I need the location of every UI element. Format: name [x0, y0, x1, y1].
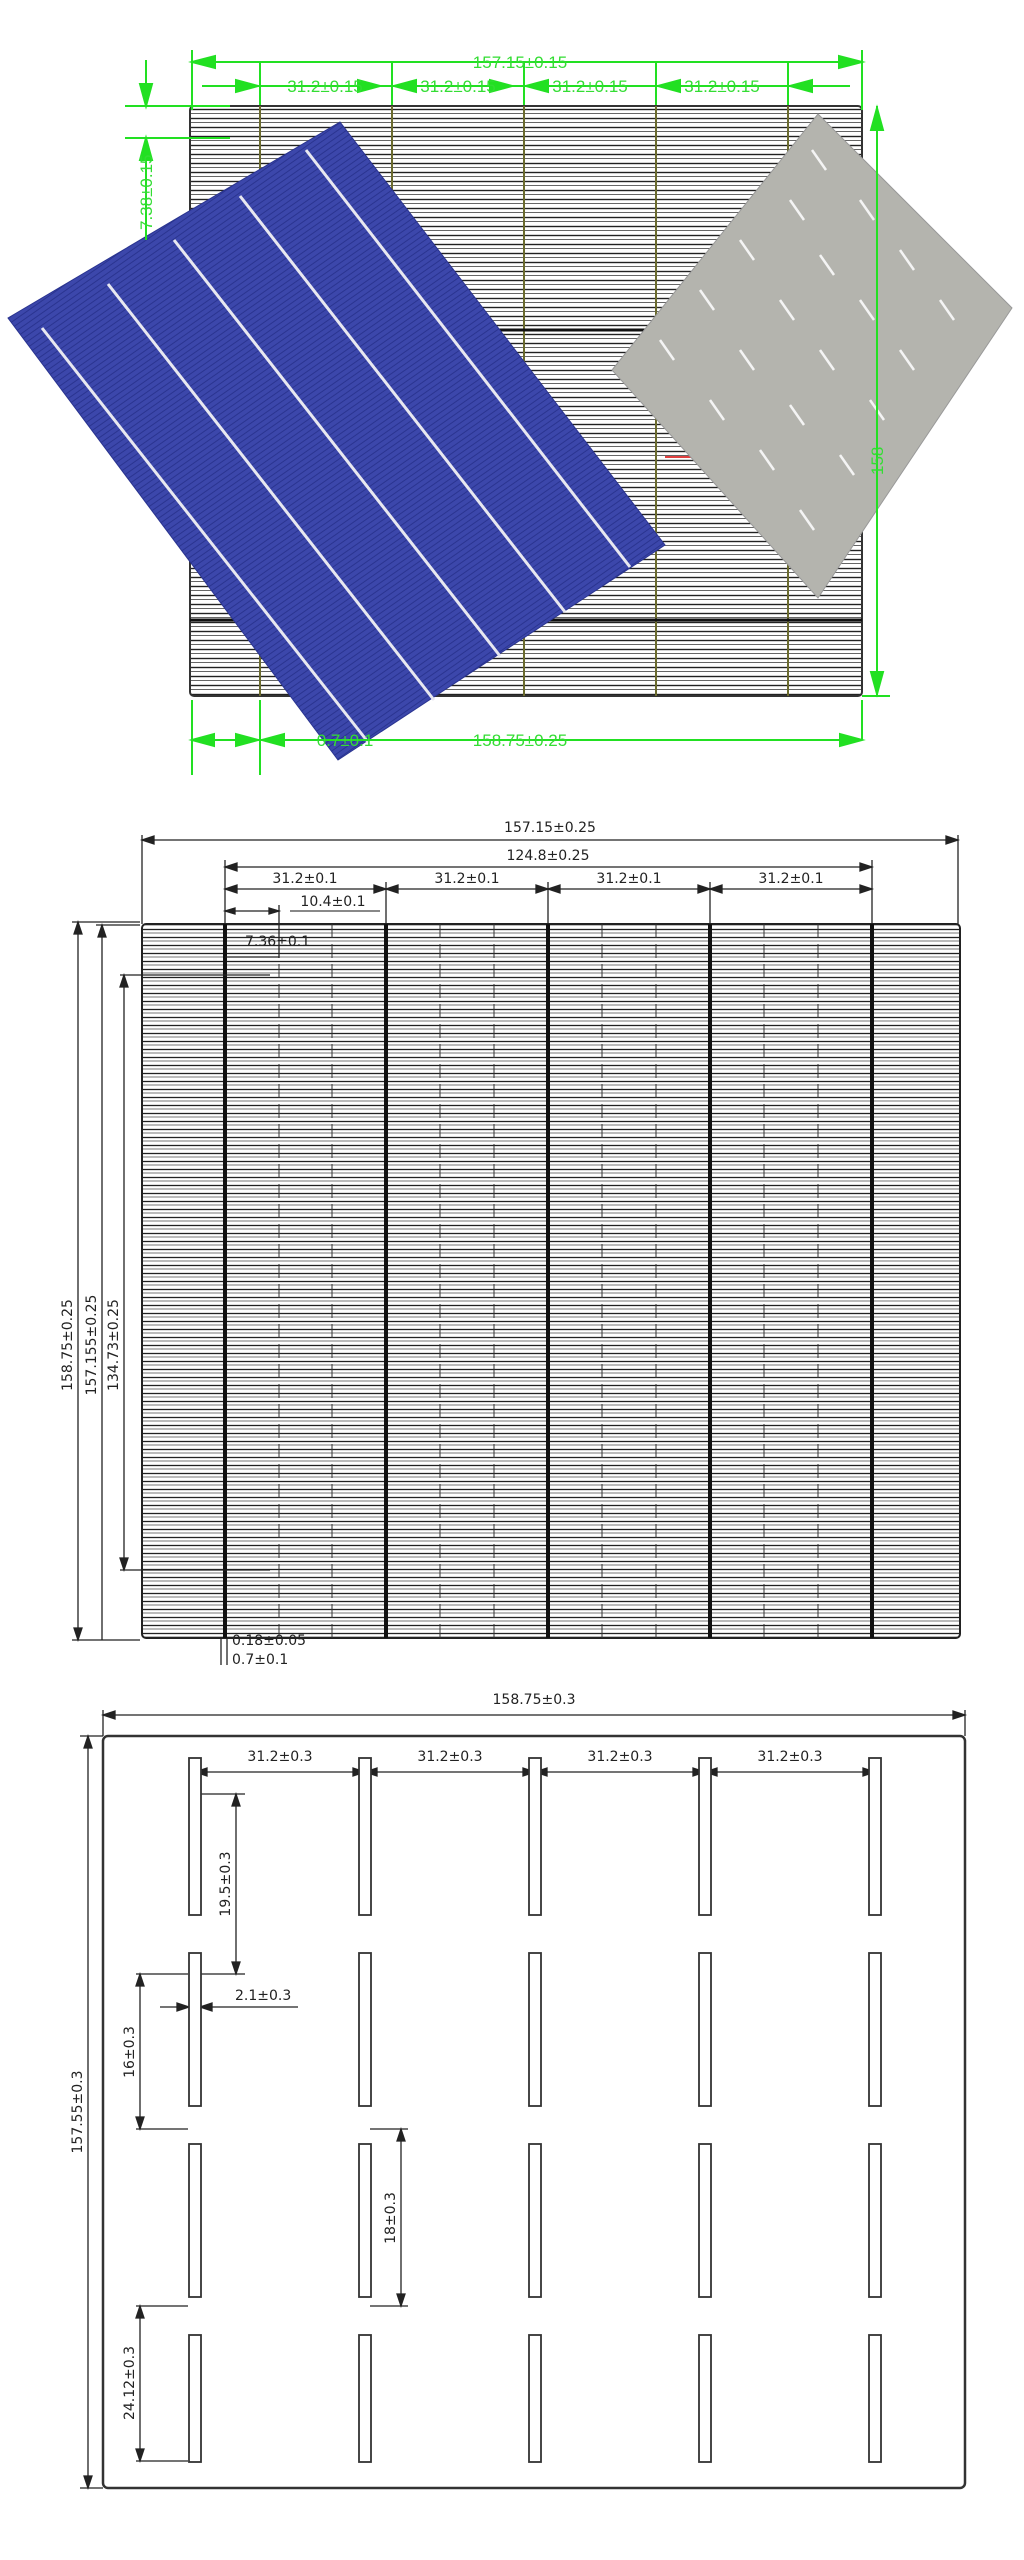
solder-pad — [189, 2335, 201, 2462]
dim-height-inner: 157.155±0.25 — [84, 1294, 100, 1396]
solder-pad — [359, 2144, 371, 2297]
dim-pitch-4: 31.2±0.1 — [758, 871, 824, 887]
dim-finger-span: 134.73±0.25 — [106, 1299, 122, 1391]
dim-bottom-width: 158.75±0.25 — [472, 731, 568, 750]
solder-pad — [699, 1953, 711, 2106]
dim-pad-gap-top: 16±0.3 — [122, 2026, 138, 2078]
solder-pad — [869, 1953, 881, 2106]
dim-pitch-4: 31.2±0.3 — [757, 1749, 823, 1765]
dim-pitch-2: 31.2±0.15 — [420, 77, 496, 96]
dim-pitch-3: 31.2±0.1 — [596, 871, 662, 887]
dim-edge-offset: 7.38±0.15 — [137, 154, 156, 230]
dim-overall-width: 158.75±0.3 — [492, 1692, 576, 1708]
dim-height-outer: 158.75±0.25 — [60, 1299, 76, 1391]
solder-pad — [869, 2144, 881, 2297]
dim-overall-width: 157.15±0.15 — [472, 53, 568, 72]
dim-right-height: 158 — [868, 446, 887, 475]
dim-pitch-4: 31.2±0.15 — [684, 77, 760, 96]
dim-pitch-2: 31.2±0.1 — [434, 871, 500, 887]
dim-pitch-3: 31.2±0.3 — [587, 1749, 653, 1765]
solder-pad — [869, 1758, 881, 1915]
dim-pitch-2: 31.2±0.3 — [417, 1749, 483, 1765]
dim-pad-length: 19.5±0.3 — [218, 1851, 234, 1917]
dim-overall-width: 157.15±0.25 — [504, 820, 596, 836]
solder-pad — [529, 2335, 541, 2462]
dim-pad-gap-middle: 24.12±0.3 — [122, 2345, 138, 2421]
solder-pad — [359, 1953, 371, 2106]
solder-pad — [189, 2144, 201, 2297]
solder-pad — [529, 2144, 541, 2297]
panel-back-drawing — [0, 1670, 1024, 2560]
dim-pad-length-inner: 18±0.3 — [383, 2192, 399, 2244]
solder-pad — [189, 1953, 201, 2106]
dim-bottom-small: 0.7±0.1 — [316, 731, 374, 750]
dim-busbar-width: 0.7±0.1 — [232, 1652, 289, 1668]
solder-pad — [869, 2335, 881, 2462]
dim-overall-height: 157.55±0.3 — [70, 2070, 86, 2154]
solder-pad — [189, 1758, 201, 1915]
dim-pad-width: 2.1±0.3 — [235, 1988, 292, 2004]
dim-pitch-1: 31.2±0.3 — [247, 1749, 313, 1765]
panel-front-photo — [0, 0, 1024, 800]
dim-finger-width: 0.18±0.05 — [232, 1633, 307, 1649]
solder-pad — [699, 1758, 711, 1915]
front-grid — [142, 924, 960, 1638]
dim-segment: 10.4±0.1 — [300, 894, 366, 910]
solder-pad — [529, 1953, 541, 2106]
dim-edge-offset: 7.36±0.1 — [245, 934, 311, 950]
panel-front-drawing — [0, 800, 1024, 1670]
solder-pad — [529, 1758, 541, 1915]
solder-pad — [699, 2335, 711, 2462]
solder-pad — [359, 2335, 371, 2462]
dim-pitch-1: 31.2±0.15 — [287, 77, 363, 96]
dim-busbar-span: 124.8±0.25 — [506, 848, 590, 864]
dim-pitch-3: 31.2±0.15 — [552, 77, 628, 96]
dim-pitch-1: 31.2±0.1 — [272, 871, 338, 887]
solder-pad — [359, 1758, 371, 1915]
solder-pad — [699, 2144, 711, 2297]
